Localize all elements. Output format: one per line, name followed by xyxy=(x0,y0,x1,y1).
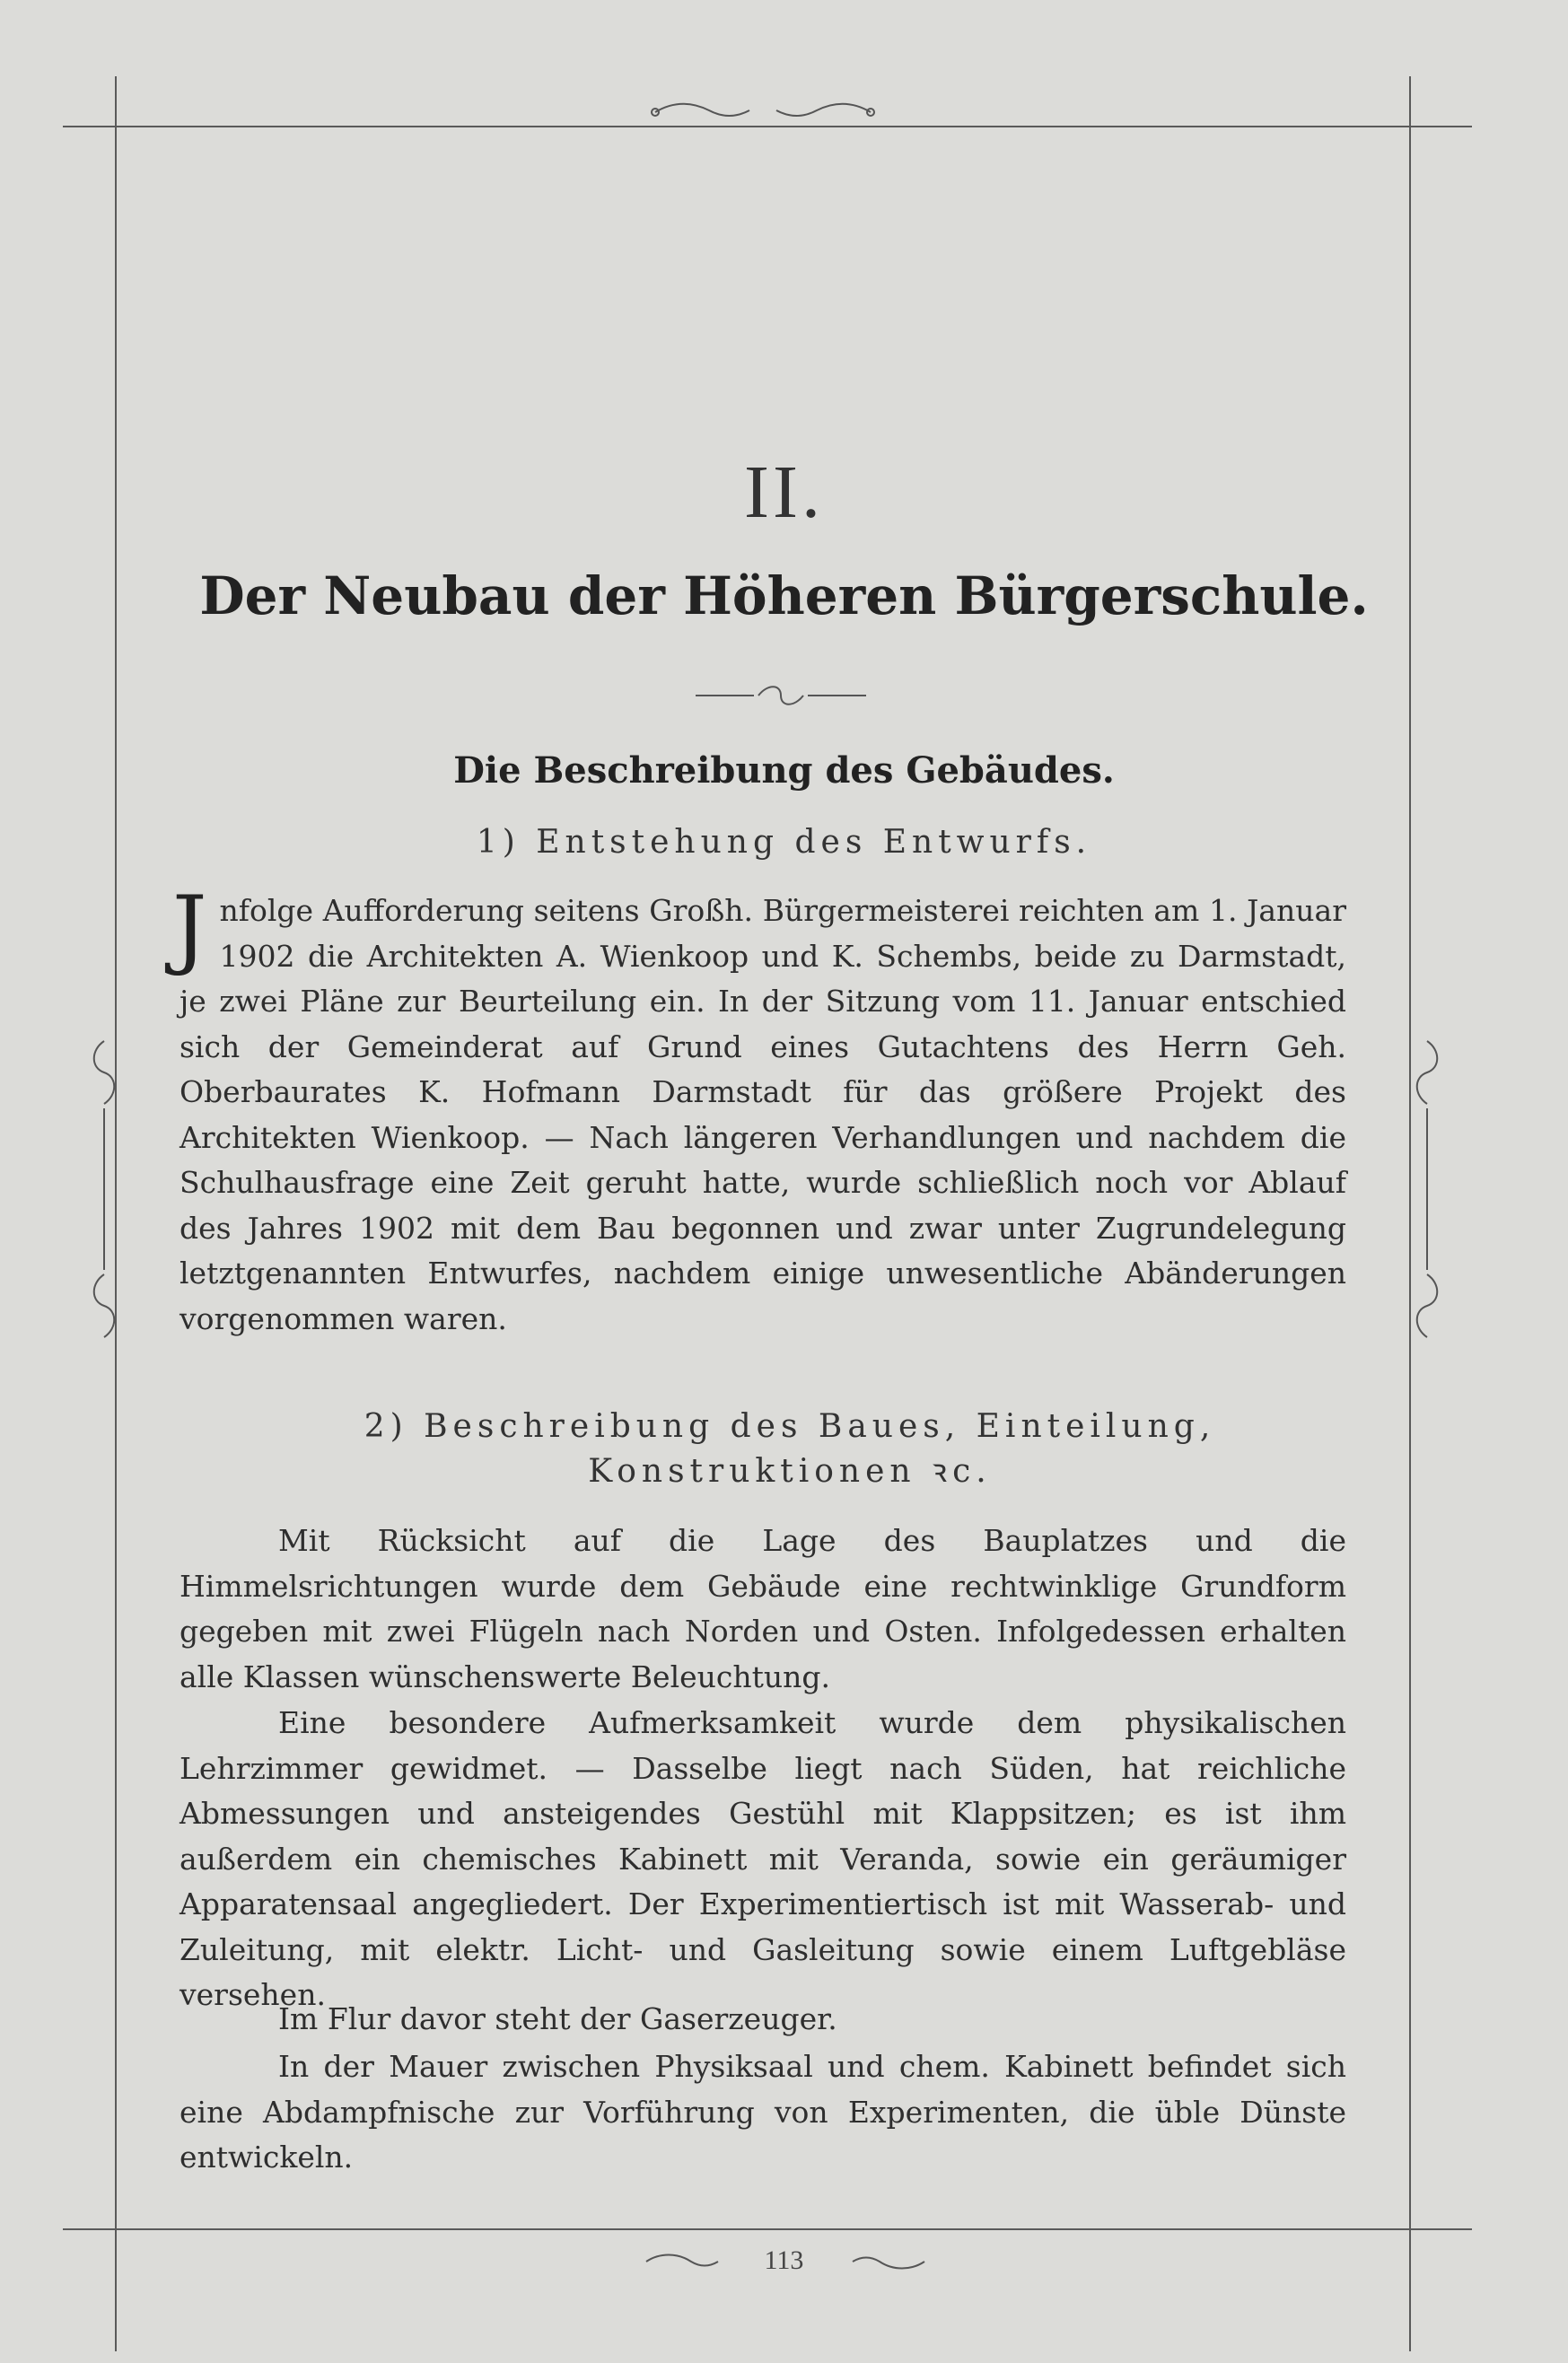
right-side-ornament xyxy=(1409,1037,1445,1345)
paragraph-3: Eine besondere Aufmerksamkeit wurde dem physikalischen Lehrzimmer gewidmet. — Dasselbe liegt nach Süden, hat reichliche Abmessungen und ansteigendes Gestühl mit Klappsitzen; es ist ihm außerdem ein chemisches Kabinett mit Veranda, sowie ein geräumiger Apparatensaal angegliedert. Der Experimentiertisch ist mit Wasserab- und Zuleitung, mit elektr. Licht- und Gasleitung sowie einem Luftgebläse versehen. xyxy=(180,1705,1346,2012)
subsection-heading-1: 1) Entstehung des Entwurfs. xyxy=(476,824,1092,861)
divider-ornament xyxy=(691,682,871,709)
left-side-ornament xyxy=(86,1037,122,1345)
paragraph-4: Im Flur davor steht der Gaserzeuger. xyxy=(278,2001,837,2036)
bottom-rule xyxy=(63,2228,1472,2230)
chapter-number: II. xyxy=(744,451,824,534)
page-number: 113 xyxy=(764,2245,804,2275)
subsection-heading-2 xyxy=(296,1405,1283,1494)
top-ornament xyxy=(646,94,880,130)
subsection-heading-2-line2: Konstruktionen ꝛc. xyxy=(588,1453,992,1490)
section-title: Die Beschreibung des Gebäudes. xyxy=(453,749,1115,792)
chapter-title: Der Neubau der Höheren Bürgerschule. xyxy=(199,565,1369,626)
paragraph-1 xyxy=(172,878,1346,1342)
paragraph-5: In der Mauer zwischen Physiksaal und chem. Kabinett befindet sich eine Abdampfnische zur Vorführung von Experimenten, die üble Dünste entwickeln. xyxy=(180,2049,1346,2175)
paragraph-1-text: nfolge Aufforderung seitens Großh. Bürgermeisterei reichten am 1. Januar 1902 die Architekten A. Wienkoop und K. Schembs, beide zu Darmstadt, je zwei Pläne zur Beurteilung ein. In der Sitzung vom 11. Januar entschied sich der Gemeinderat auf Grund eines Gutachtens des Herrn Geh. Oberbaurates K. Hofmann Darmstadt für das größere Projekt des Architekten Wienkoop. — Nach längeren Verhandlungen und nachdem die Schulhausfrage eine Zeit geruht hatte, wurde schließlich noch vor Ablauf des Jahres 1902 mit dem Bau begonnen und zwar unter Zugrundelegung letztgenannten Entwurfes, nachdem einige unwesentliche Abänderungen vorgenommen waren. xyxy=(180,893,1346,1336)
subsection-heading-2-line1: 2) Beschreibung des Baues, Einteilung, xyxy=(364,1408,1216,1445)
paragraph-2: Mit Rücksicht auf die Lage des Bauplatzes und die Himmelsrichtungen wurde dem Gebäude eine rechtwinklige Grundform gegeben mit zwei Flügeln nach Norden und Osten. Infolgedessen erhalten alle Klassen wünschenswerte Beleuchtung. xyxy=(180,1523,1346,1694)
drop-cap: J xyxy=(172,878,207,978)
